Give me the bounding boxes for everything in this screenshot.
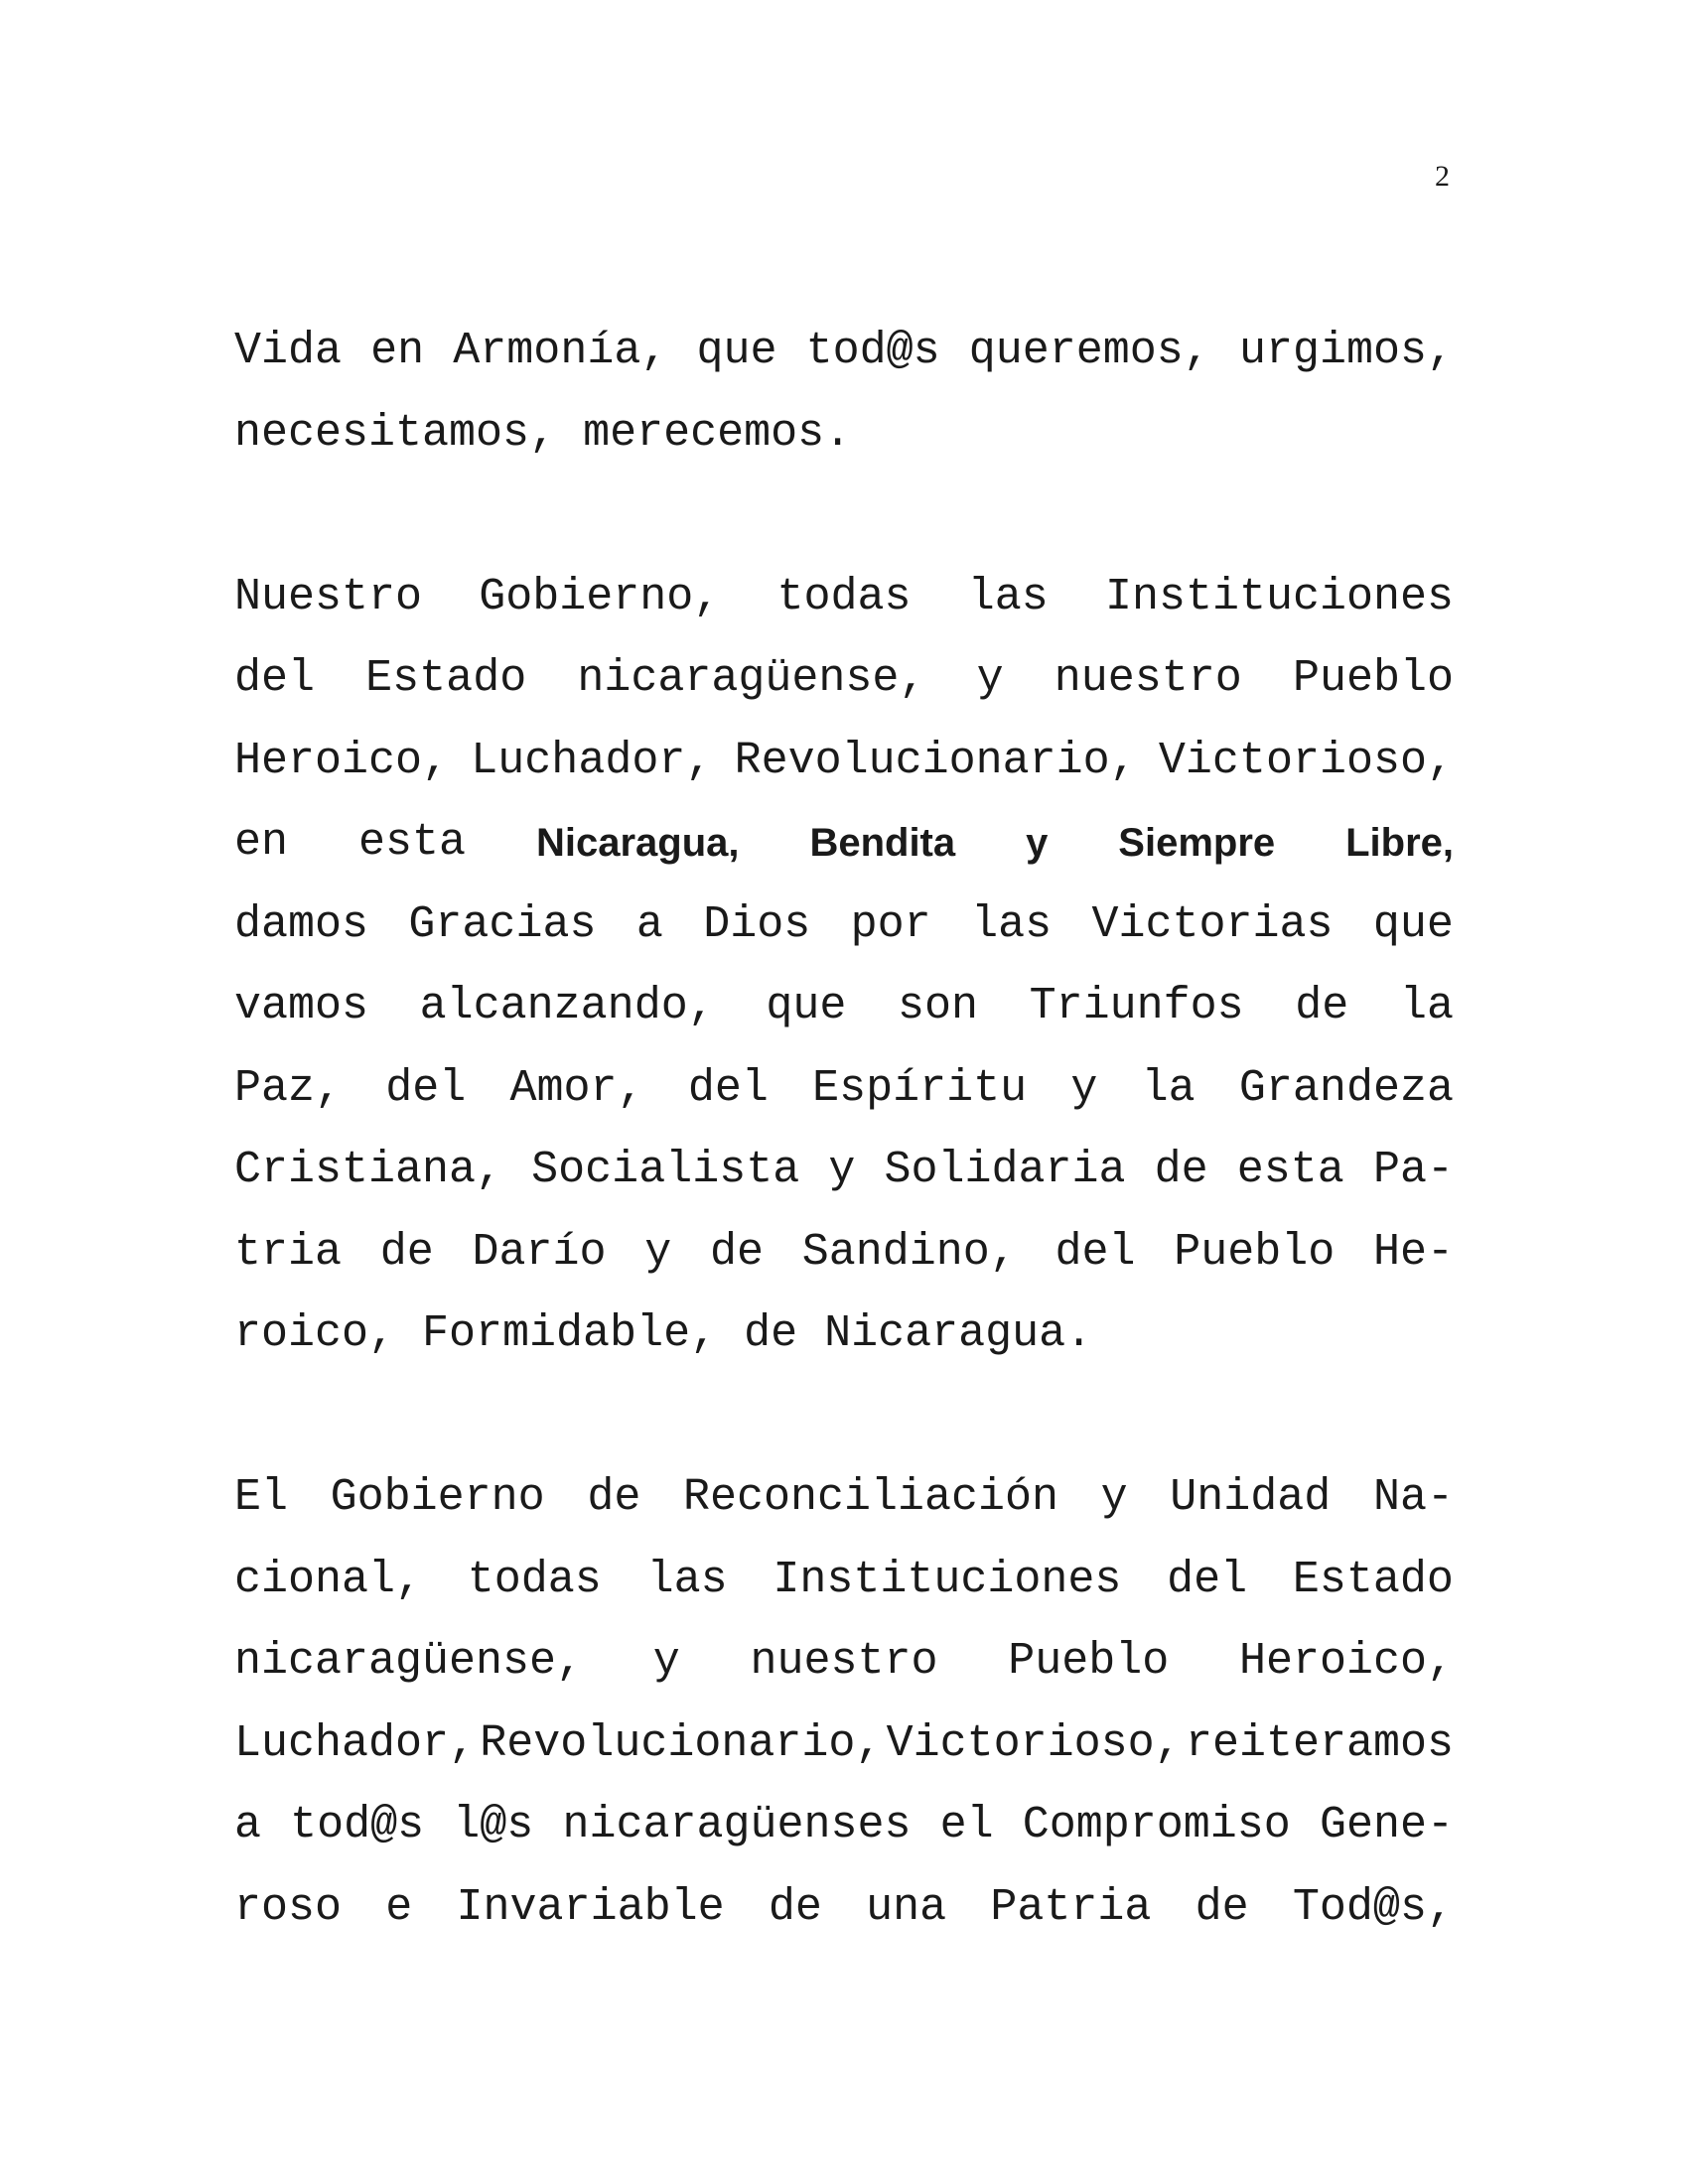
word: Invariable [456,1881,725,1933]
word: Amor, [509,1062,644,1114]
word: del [687,1062,769,1114]
word: Sandino, [801,1226,1017,1278]
word: He- [1372,1226,1454,1278]
word: el [939,1800,994,1850]
word: nuestro [750,1636,938,1687]
text-line [234,885,1454,967]
word: Revolucionario, [480,1717,883,1769]
document-body [234,311,1454,1949]
word: Armonía, [453,326,668,376]
word: nicaragüense, [577,653,926,704]
word: Gobierno [330,1472,545,1523]
text-line [234,1867,1454,1950]
word: y [1070,1062,1098,1114]
word: del [234,653,316,704]
word: que [766,981,847,1031]
word: queremos, [968,326,1210,376]
word: Revolucionario, [734,735,1137,786]
word: cional, [234,1554,423,1605]
word: tod@s [805,326,940,376]
word: Instituciones [773,1554,1122,1605]
word: nicaragüenses [562,1800,912,1850]
word: Heroico, [234,735,450,786]
word: de [1295,981,1349,1031]
word: Luchador, [471,735,713,786]
bold-word: y [1026,821,1049,865]
word: Solidaria [884,1145,1126,1195]
word: que [696,326,777,376]
word: Gracias [408,898,597,950]
text-line [234,1212,1454,1295]
text-line [234,721,1454,803]
word: Triunfos [1029,981,1244,1031]
word: tod@s [290,1800,425,1850]
word: todas [776,571,912,622]
text-line [234,393,1454,476]
text-line [234,1704,1454,1786]
word: l@s [453,1800,534,1850]
text-line [234,1048,1454,1131]
word: Estado [365,653,527,704]
word: de [1195,1881,1249,1933]
word: El [234,1472,289,1523]
word: son [897,981,978,1031]
word: Luchador, [234,1717,477,1769]
word: Unidad [1170,1472,1332,1523]
word: urgimos, [1238,326,1454,376]
word: Victorioso, [886,1717,1182,1769]
word: nicaragüense, [234,1636,584,1687]
text-line [234,966,1454,1048]
word: Socialista [531,1145,800,1195]
word: de [379,1226,434,1278]
word: Pueblo [1174,1226,1336,1278]
word: Victorias [1091,898,1334,950]
text-line [234,311,1454,393]
word: Pueblo [1008,1636,1170,1687]
word: y [1100,1472,1128,1523]
word: las [646,1554,728,1605]
word: nuestro [1054,653,1242,704]
text-line [234,1540,1454,1622]
text-line [234,557,1454,639]
word: y [976,653,1004,704]
word: a [635,898,663,950]
text-line [234,1457,1454,1540]
word: Formidable, [422,1308,718,1359]
bold-word: Bendita [809,821,956,865]
word: Nuestro [234,571,423,622]
word: la [1399,981,1454,1031]
word: necesitamos, [234,407,557,459]
word: vamos [234,981,369,1031]
word: en [370,326,425,376]
word: Grandeza [1238,1062,1454,1114]
word: y [828,1145,856,1195]
word: Cristiana, [234,1145,503,1195]
word: Gobierno, [479,571,721,622]
text-line [234,1785,1454,1867]
bold-word: Libre, [1345,821,1454,865]
word: de [587,1472,641,1523]
word: Paz, [234,1062,343,1114]
word: roso [234,1881,343,1933]
word: Estado [1292,1554,1454,1605]
word: damos [234,898,369,950]
text-line [234,802,1454,885]
paragraph-gap [234,1376,1454,1458]
word: esta [357,817,466,868]
word: Heroico, [1238,1636,1454,1687]
text-line [234,638,1454,721]
word: una [866,1881,947,1933]
word: e [385,1881,413,1933]
word: del [385,1062,467,1114]
word: que [1372,898,1454,950]
word: Na- [1372,1472,1454,1523]
word: del [1167,1554,1248,1605]
word: Nicaragua. [824,1308,1093,1359]
word: del [1055,1226,1136,1278]
word: Compromiso [1022,1800,1291,1850]
word: y [644,1226,672,1278]
word: merecemos. [583,407,852,459]
word: de [768,1881,822,1933]
word: Dios [703,898,811,950]
word: de [1154,1145,1208,1195]
word: y [652,1636,680,1687]
word: Gene- [1319,1800,1454,1850]
text-line [234,1130,1454,1212]
word: alcanzando, [419,981,715,1031]
word: de [709,1226,764,1278]
word: Reconciliación [682,1472,1059,1523]
word: Vida [234,326,343,376]
word: en [234,817,289,868]
word: Instituciones [1104,571,1454,622]
bold-word: Siempre [1118,821,1276,865]
text-line [234,1621,1454,1704]
word: las [971,898,1053,950]
word: las [967,571,1049,622]
word: Tod@s, [1292,1881,1454,1933]
word: esta [1236,1145,1344,1195]
word: tria [234,1226,343,1278]
word: Patria [990,1881,1152,1933]
word: Darío [472,1226,607,1278]
word: Victorioso, [1158,735,1454,786]
word: reiteramos [1185,1717,1454,1769]
word: Espíritu [812,1062,1028,1114]
word: por [850,898,931,950]
word: la [1141,1062,1196,1114]
word: Pa- [1372,1145,1454,1195]
paragraph-gap [234,475,1454,557]
word: Pueblo [1292,653,1454,704]
word: roico, [234,1308,396,1359]
word: todas [467,1554,602,1605]
word: de [744,1308,798,1359]
page-number: 2 [1435,160,1450,193]
text-line [234,1294,1454,1376]
word: a [234,1800,262,1850]
bold-word: Nicaragua, [535,821,740,865]
